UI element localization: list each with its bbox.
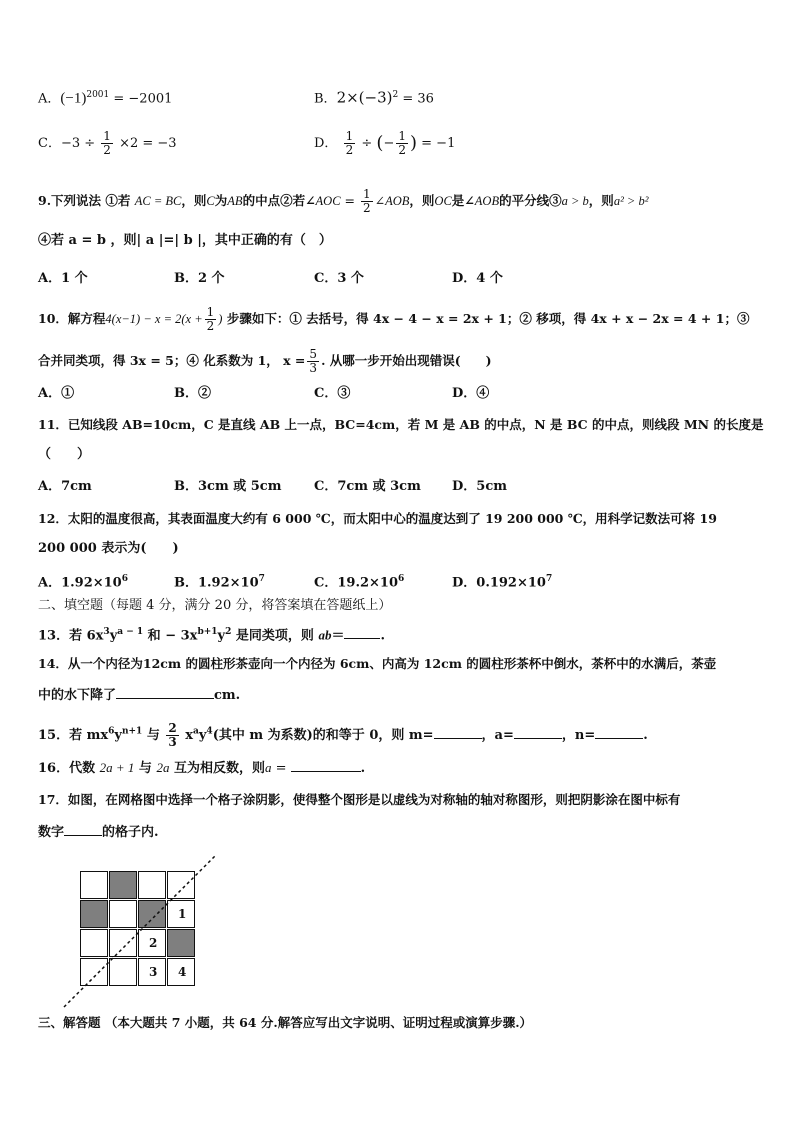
q10-option-d: D．④ [452, 386, 490, 401]
q9-option-b: B．2 个 [174, 271, 225, 286]
q9-line2: ④若 a = b ，则| a |=| b |，其中正确的有（ ） [38, 233, 332, 248]
q15-m-blank[interactable] [434, 726, 482, 739]
q8-option-b: B．$2\times(-3)^2 = 36$ [314, 88, 434, 107]
q10-line2: 合并同类项，得 3x = 5；④ 化系数为 1， x = $\frac{5}{3}$ . 从哪一步开始出现错误( ) [38, 347, 492, 375]
q12-option-d: D．$0.192\times 10^7$ [452, 574, 553, 591]
q17-line1: 17．如图，在网格图中选择一个格子涂阴影，使得整个图形是以虚线为对称轴的轴对称图形，则把阴影涂在图中标有 [38, 792, 681, 807]
q13-answer-blank[interactable] [344, 626, 380, 639]
q9-line1: 9.下列说法 ①若 AC = BC，则C为AB的中点②若∠AOC = $\frac{1}{2}$ ∠AOB，则OC是∠AOB的平分线③a > b，则a² > b² [38, 187, 649, 215]
q9-option-a: A．1 个 [38, 271, 88, 286]
q12-line1: 12．太阳的温度很高，其表面温度大约有 6 000 ℃，而太阳中心的温度达到了 19 200 000 ℃，用科学记数法可将 19 [38, 511, 717, 526]
grid-label-3: 3 [149, 965, 158, 979]
q9-option-c: C．3 个 [314, 271, 364, 286]
q14-line2: 中的水下降了 cm. [38, 688, 241, 703]
q11-line1: 11．已知线段 AB=10cm，C 是直线 AB 上一点，BC=4cm，若 M 是 AB 的中点，N 是 BC 的中点，则线段 MN 的长度是 [38, 417, 764, 432]
q12-option-c: C．$19.2\times 10^6$ [314, 574, 405, 591]
grid-label-2: 2 [149, 936, 158, 950]
q11-option-a: A．7cm [38, 479, 92, 494]
q13: 13．若 $6x^3y^{a - 1}$ 和 − $3x^{b+1}y^2$ 是同类项，则 ab＝ . [38, 627, 385, 644]
q17-answer-blank[interactable] [64, 823, 102, 836]
q16: 16．代数 2a + 1 与 2a 互为相反数，则a = . [38, 760, 366, 776]
q8-option-a: A．$(-1)^{2001} = -2001$ [38, 90, 173, 107]
q11-option-d: D．5cm [452, 479, 507, 494]
q14-answer-blank[interactable] [116, 686, 214, 699]
grid-figure [80, 871, 200, 991]
symmetry-axis-dashed-line [60, 851, 220, 1011]
q15-n-blank[interactable] [595, 726, 643, 739]
grid-label-4: 4 [178, 965, 187, 979]
q12-line2: 200 000 表示为( ) [38, 541, 179, 556]
q15-a-blank[interactable] [514, 726, 562, 739]
q15: 15．若 $mx^6y^{n+1}$ 与 $\frac{2}{3}$ $x^ay^4$(其中 m 为系数)的和等于 0，则 m= ，a= ，n= . [38, 721, 648, 749]
q11-line2: （ ） [38, 447, 91, 462]
q14-line1: 14．从一个内径为12cm 的圆柱形茶壶向一个内径为 6cm、内高为 12cm 的圆柱形茶杯中倒水，茶杯中的水满后，茶壶 [38, 656, 717, 671]
q8-option-c: C．−3 ÷ $\frac{1}{2}$ ×2 = −3 [38, 129, 177, 157]
grid-label-1: 1 [178, 907, 187, 921]
q8-option-d: D． $\frac{1}{2}$ ÷ (− $\frac{1}{2}$ ) = −1 [314, 129, 456, 157]
section-3-heading: 三、解答题 （本大题共 7 小题，共 64 分.解答应写出文字说明、证明过程或演算步骤.） [38, 1015, 533, 1030]
q9-option-d: D．4 个 [452, 271, 503, 286]
q10-option-c: C．③ [314, 386, 351, 401]
q11-option-b: B．3cm 或 5cm [174, 479, 282, 494]
q17-line2: 数字 的格子内. [38, 825, 159, 840]
q16-answer-blank[interactable] [291, 759, 361, 772]
q12-option-a: A．$1.92\times 10^6$ [38, 574, 128, 591]
q11-option-c: C．7cm 或 3cm [314, 479, 421, 494]
section-2-heading: 二、填空题（每题 4 分，满分 20 分，将答案填在答题纸上） [38, 598, 392, 613]
q10-option-b: B．② [174, 386, 211, 401]
q12-option-b: B．$1.92\times 10^7$ [174, 574, 265, 591]
q10-option-a: A．① [38, 386, 75, 401]
q10-line1: 10．解方程4(x−1) − x = 2(x + $\frac{1}{2}$ ) 步骤如下：① 去括号，得 4x − 4 − x = 2x + 1；② 移项，得 4x + x − 2x = 4 + 1；③ [38, 305, 750, 333]
